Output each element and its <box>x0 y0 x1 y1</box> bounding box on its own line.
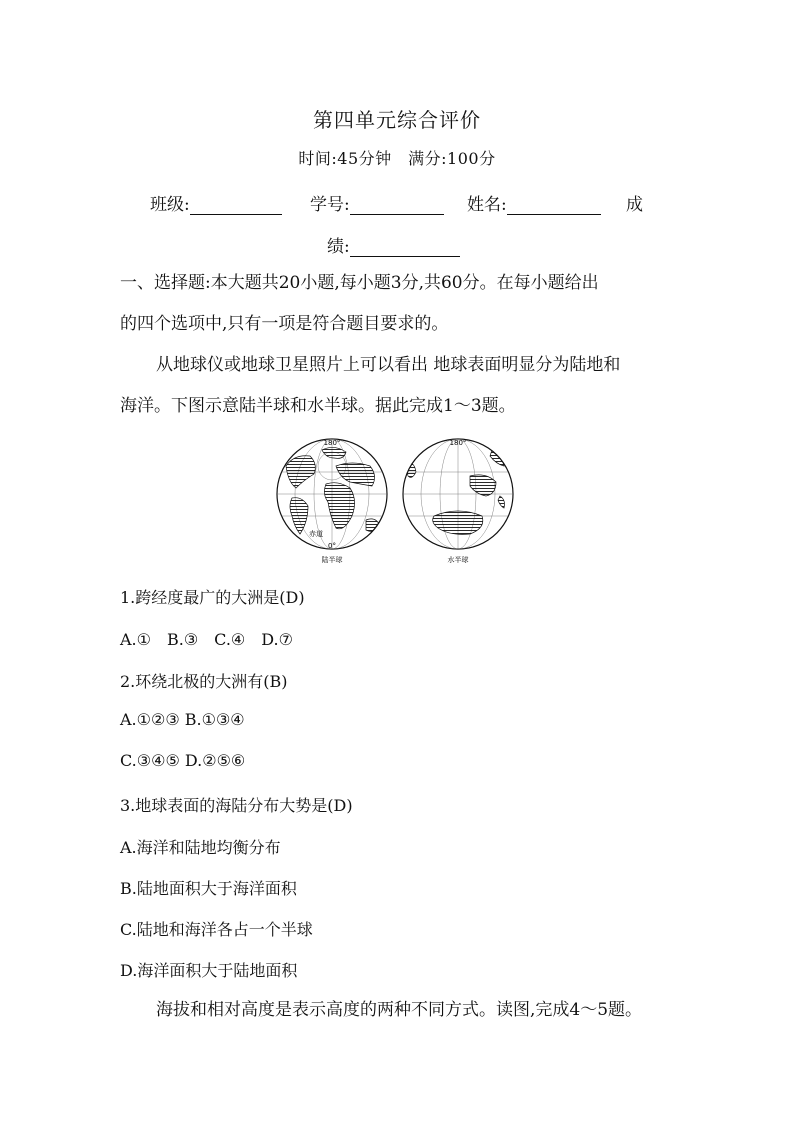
land-hemisphere-caption: 陆半球 <box>321 556 343 564</box>
name-label: 姓名: <box>467 195 507 215</box>
land-hemisphere-bottom-label: 0° <box>328 542 336 550</box>
score-blank[interactable] <box>350 238 460 257</box>
land-hemisphere-globe <box>277 439 387 564</box>
number-label: 学号: <box>310 195 350 215</box>
hemisphere-figure-svg <box>274 436 520 568</box>
passage-line: 从地球仪或地球卫星照片上可以看出 地球表面明显分为陆地和 <box>156 355 621 375</box>
passage-line: 海拔和相对高度是表示高度的两种不同方式。读图,完成4～5题。 <box>156 1000 643 1020</box>
class-label: 班级: <box>150 195 190 215</box>
land-hemisphere-top-label: 180° <box>323 439 341 447</box>
score-label: 绩: <box>327 237 350 257</box>
name-blank[interactable] <box>507 196 601 215</box>
passage-two <box>120 990 680 1031</box>
water-hemisphere-top-label: 180° <box>449 439 467 447</box>
passage-line: 海洋。下图示意陆半球和水半球。据此完成1～3题。 <box>120 396 516 416</box>
number-blank[interactable] <box>350 196 444 215</box>
hemisphere-figure <box>274 436 520 568</box>
land-hemisphere-side-label: 赤道 <box>309 530 323 538</box>
score-field-row <box>327 232 460 257</box>
question-options: C.③④⑤ D.②⑤⑥ <box>120 751 246 770</box>
page-title: 第四单元综合评价 <box>313 108 481 132</box>
section-heading-line: 的四个选项中,只有一项是符合题目要求的。 <box>120 314 449 334</box>
section-heading <box>120 263 680 345</box>
class-field-row <box>150 190 282 215</box>
question-option: C.陆地和海洋各占一个半球 <box>120 920 313 939</box>
question-option: D.海洋面积大于陆地面积 <box>120 961 298 980</box>
question-stem: 1.跨经度最广的大洲是(D) <box>120 588 305 607</box>
score-label-first: 成 <box>626 195 643 215</box>
question-options: A.①②③ B.①③④ <box>120 710 245 729</box>
water-hemisphere-globe <box>403 439 513 564</box>
name-field-row <box>467 190 601 215</box>
section-heading-line: 一、选择题:本大题共20小题,每小题3分,共60分。在每小题给出 <box>120 273 599 293</box>
question-option: B.陆地面积大于海洋面积 <box>120 879 297 898</box>
question-stem: 3.地球表面的海陆分布大势是(D) <box>120 796 353 815</box>
exam-meta: 时间:45分钟 满分:100分 <box>298 149 496 168</box>
question-options: A.① B.③ C.④ D.⑦ <box>120 630 293 649</box>
question-stem: 2.环绕北极的大洲有(B) <box>120 672 288 691</box>
question-option: A.海洋和陆地均衡分布 <box>120 838 281 857</box>
water-hemisphere-caption: 水半球 <box>447 556 469 564</box>
passage-one <box>120 345 680 427</box>
class-blank[interactable] <box>190 196 282 215</box>
number-field-row <box>310 190 444 215</box>
